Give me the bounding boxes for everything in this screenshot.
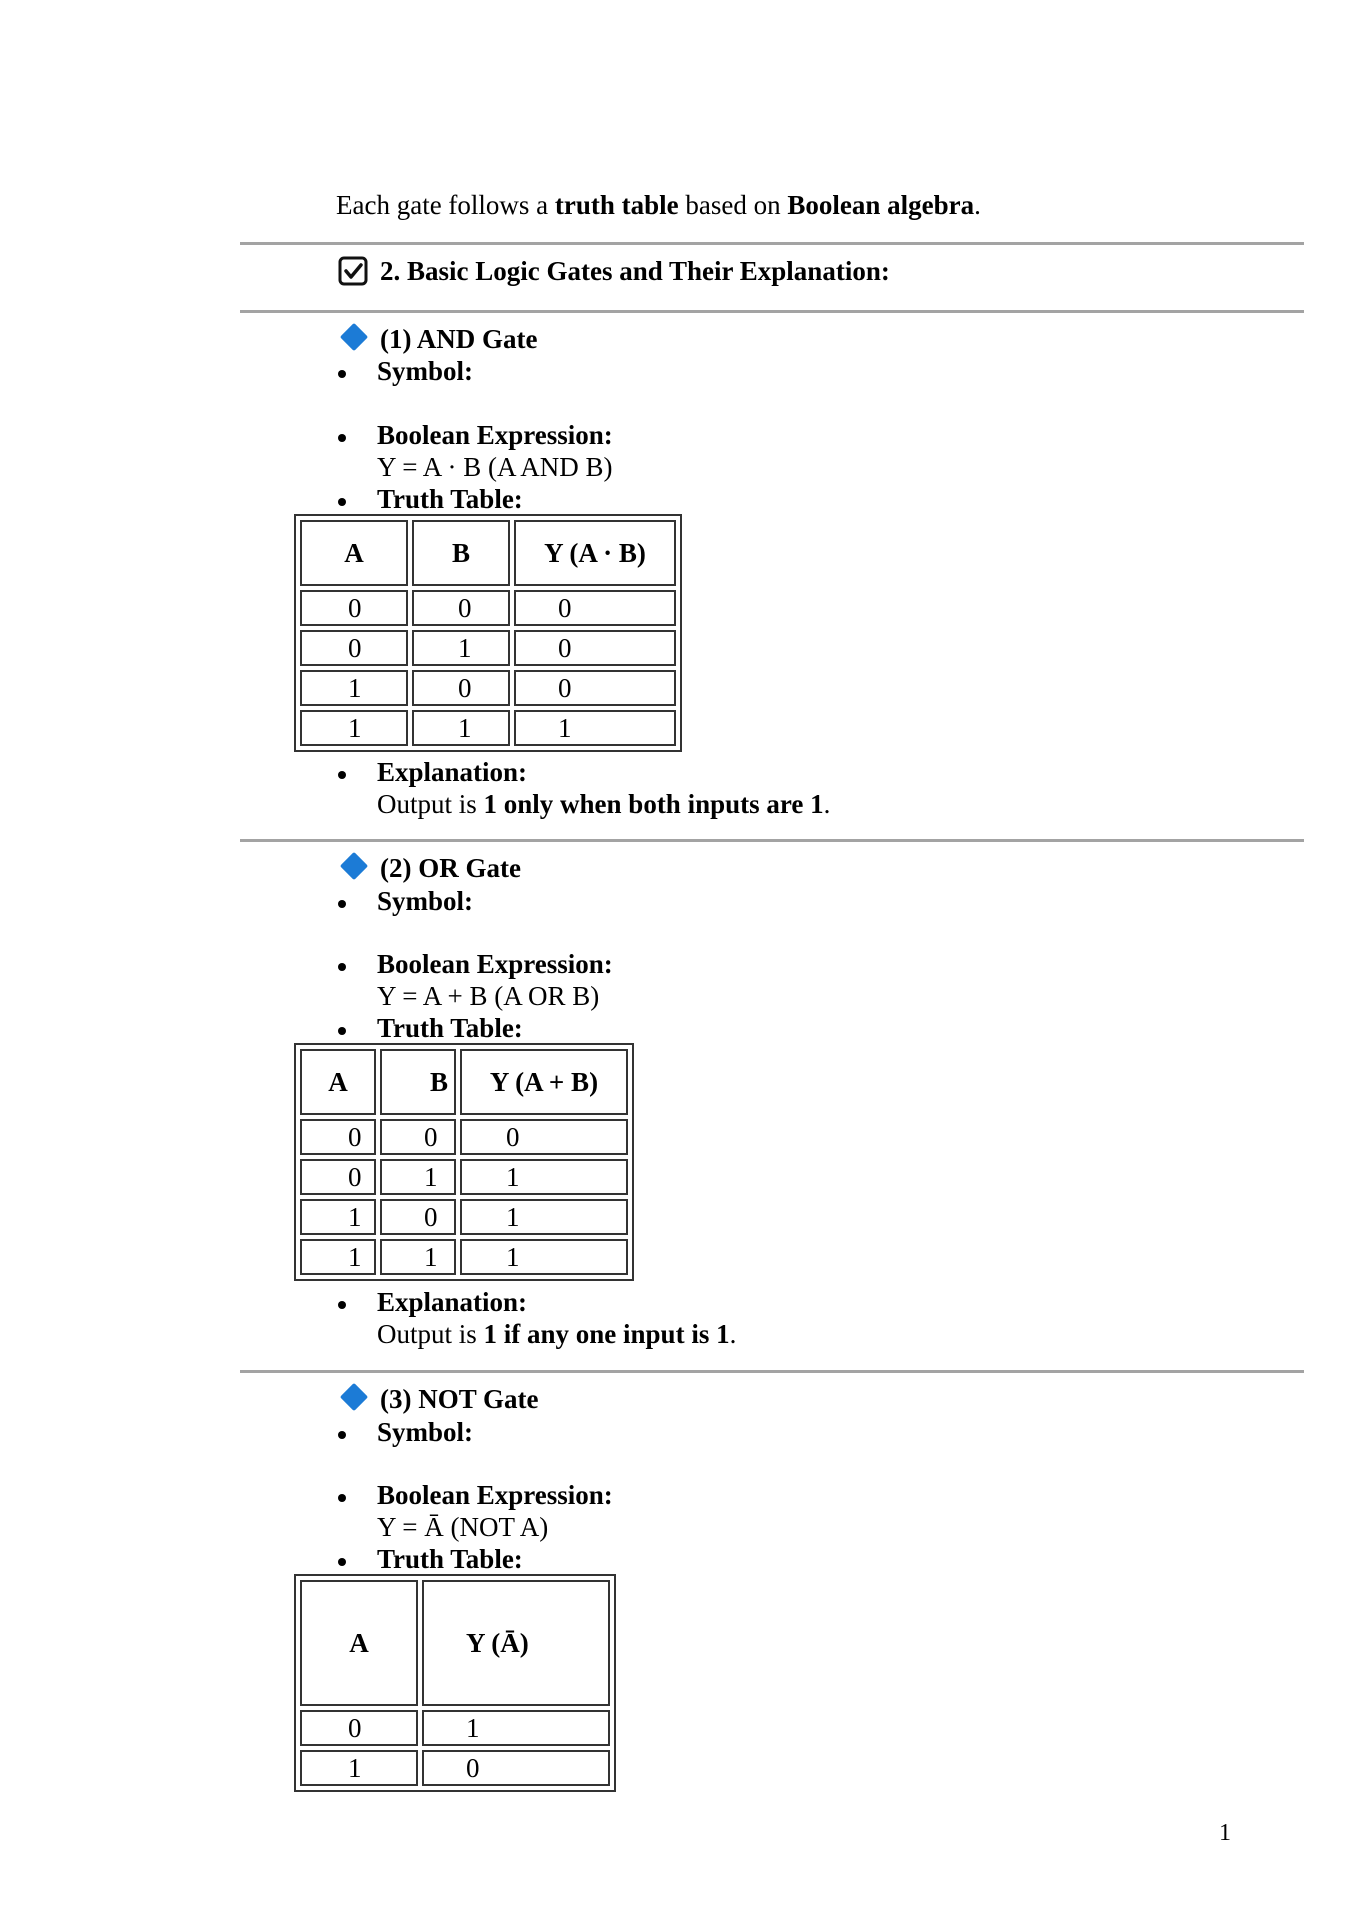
table-cell: 0	[380, 1199, 456, 1235]
bullet-icon	[338, 1494, 346, 1502]
bullet-icon	[338, 900, 346, 908]
explanation-pre: Output is	[377, 1319, 484, 1349]
table-header-row	[300, 1580, 610, 1706]
explanation-and	[377, 789, 830, 820]
table-cell: 0	[514, 590, 676, 626]
table-cell: 1	[300, 1199, 376, 1235]
table-header: Y (A · B)	[514, 520, 676, 586]
table-cell: 1	[422, 1710, 610, 1746]
explanation-bold: 1 if any one input is 1	[483, 1319, 730, 1349]
divider-1	[240, 242, 1304, 245]
boolean-expression-and: Y = A · B (A AND B)	[377, 452, 613, 482]
table-cell: 0	[412, 670, 510, 706]
truth-table-label: Truth Table:	[377, 1544, 523, 1574]
table-header: A	[300, 1049, 376, 1115]
gate-title-and: (1) AND Gate	[380, 324, 538, 354]
gate-title-not: (3) NOT Gate	[380, 1384, 539, 1414]
table-cell: 0	[380, 1119, 456, 1155]
table-cell: 1	[460, 1199, 628, 1235]
boolean-expression-or: Y = A + B (A OR B)	[377, 981, 600, 1011]
table-row	[300, 1239, 628, 1275]
symbol-label: Symbol:	[377, 886, 474, 916]
section-heading: 2. Basic Logic Gates and Their Explanation:	[380, 256, 890, 286]
table-cell: 0	[514, 670, 676, 706]
table-cell: 1	[514, 710, 676, 746]
bullet-icon	[338, 1431, 346, 1439]
truth-table-label: Truth Table:	[377, 484, 523, 514]
truth-table-not	[294, 1574, 616, 1792]
table-row	[300, 1119, 628, 1155]
table-row	[300, 630, 676, 666]
checkbox-icon	[338, 256, 368, 286]
explanation-label: Explanation:	[377, 1287, 528, 1317]
table-cell: 0	[514, 630, 676, 666]
explanation-post: .	[823, 789, 831, 819]
table-cell: 1	[412, 630, 510, 666]
bullet-icon	[338, 1027, 346, 1035]
table-cell: 1	[380, 1239, 456, 1275]
table-cell: 0	[300, 590, 408, 626]
intro-bold-truth-table: truth table	[554, 190, 679, 220]
table-cell: 1	[412, 710, 510, 746]
table-row	[300, 1710, 610, 1746]
bullet-icon	[338, 963, 346, 971]
explanation-or	[377, 1319, 736, 1350]
bullet-icon	[338, 1558, 346, 1566]
intro-post: .	[974, 190, 981, 220]
symbol-label: Symbol:	[377, 356, 474, 386]
truth-table-or	[294, 1043, 634, 1281]
boolean-expression-label: Boolean Expression:	[377, 1480, 613, 1510]
divider-2	[240, 310, 1304, 313]
bullet-icon	[338, 771, 346, 779]
table-cell: 1	[460, 1159, 628, 1195]
table-cell: 1	[300, 710, 408, 746]
table-cell: 0	[300, 630, 408, 666]
table-header: Y (A + B)	[460, 1049, 628, 1115]
explanation-bold: 1 only when both inputs are 1	[483, 789, 824, 819]
explanation-post: .	[729, 1319, 737, 1349]
intro-bold-boolean-algebra: Boolean algebra	[787, 190, 975, 220]
intro-text	[336, 190, 981, 221]
truth-table-label: Truth Table:	[377, 1013, 523, 1043]
blue-diamond-icon	[340, 323, 368, 351]
symbol-label: Symbol:	[377, 1417, 474, 1447]
table-header: B	[380, 1049, 456, 1115]
intro-mid: based on	[678, 190, 788, 220]
table-cell: 0	[422, 1750, 610, 1786]
blue-diamond-icon	[340, 1383, 368, 1411]
divider-4	[240, 1370, 1304, 1373]
table-cell: 1	[300, 1239, 376, 1275]
table-row	[300, 670, 676, 706]
boolean-expression-label: Boolean Expression:	[377, 420, 613, 450]
table-header-row	[300, 1049, 628, 1115]
table-header: A	[300, 1580, 418, 1706]
page-number: 1	[1219, 1820, 1231, 1846]
table-header: B	[412, 520, 510, 586]
bullet-icon	[338, 498, 346, 506]
table-cell: 1	[460, 1239, 628, 1275]
explanation-label: Explanation:	[377, 757, 528, 787]
bullet-icon	[338, 370, 346, 378]
explanation-pre: Output is	[377, 789, 484, 819]
table-cell: 0	[412, 590, 510, 626]
table-cell: 1	[300, 670, 408, 706]
boolean-expression-not: Y = Ā (NOT A)	[377, 1512, 549, 1542]
table-cell: 0	[300, 1710, 418, 1746]
blue-diamond-icon	[340, 852, 368, 880]
table-cell: 0	[300, 1159, 376, 1195]
intro-pre: Each gate follows a	[336, 190, 555, 220]
table-header-row	[300, 520, 676, 586]
table-cell: 0	[300, 1119, 376, 1155]
table-row	[300, 590, 676, 626]
boolean-expression-label: Boolean Expression:	[377, 949, 613, 979]
bullet-icon	[338, 434, 346, 442]
table-row	[300, 710, 676, 746]
gate-title-or: (2) OR Gate	[380, 853, 521, 883]
table-cell: 1	[380, 1159, 456, 1195]
divider-3	[240, 839, 1304, 842]
table-cell: 0	[460, 1119, 628, 1155]
table-header: A	[300, 520, 408, 586]
bullet-icon	[338, 1301, 346, 1309]
truth-table-and	[294, 514, 682, 752]
table-header: Y (Ā)	[422, 1580, 610, 1706]
table-row	[300, 1159, 628, 1195]
table-cell: 1	[300, 1750, 418, 1786]
table-row	[300, 1750, 610, 1786]
table-row	[300, 1199, 628, 1235]
